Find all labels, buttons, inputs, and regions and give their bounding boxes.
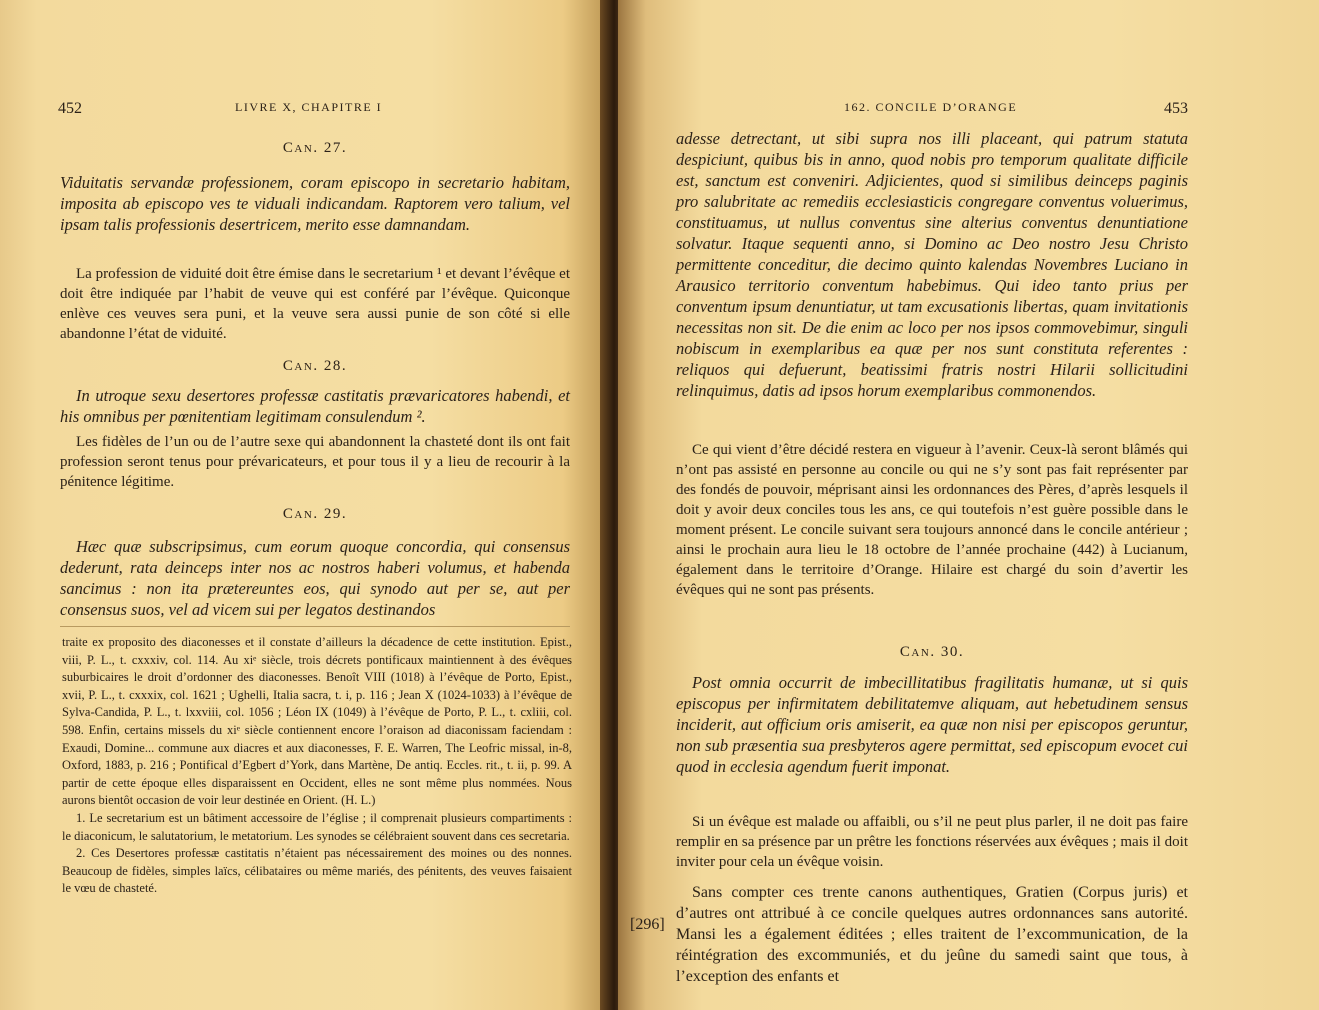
left-page <box>0 0 612 1010</box>
running-head-right: 162. CONCILE D’ORANGE <box>844 100 1018 114</box>
footnote-continuation: traite ex proposito des diaconesses et il constate d’ailleurs la décadence de cette institution. Epist., viii, P. L., t. cxxxiv, col. 114. Au xiᵉ siècle, trois décrets pontificaux maintiennent à des évêques suburbicaires le droit d’ordonner des diaconesses. Benoît VIII (1018) à l’évêque de Porto, Epist., xvii, P. L., t. cxxxix, col. 1621 ; Ughelli, Italia sacra, t. i, p. 116 ; Jean X (1024-1033) à l’évêque de Sylva-Candida, P. L., t. lxxviii, col. 1056 ; Léon IX (1049) à l’évêque de Porto, P. L., t. cxliii, col. 598. Enfin, certains missels du xiᵉ siècle contiennent encore l’oraison ad diaconissam faciendam : Exaudi, Domine... commune aux diacres et aux diaconesses, F. E. Warren, The Leofric missal, in-8, Oxford, 1883, p. 216 ; Pontifical d’Egbert d’York, dans Martène, De antiq. Eccles. rit., t. ii, p. 99. A partir de cette époque elles disparaissent en Occident, elles ne sont même plus nommées. Nous aurons bientôt occasion de voir leur destinée en Orient. (H. L.) <box>62 635 572 808</box>
running-head-left: LIVRE X, CHAPITRE I <box>235 100 383 114</box>
page-number-right: 453 <box>1164 100 1188 117</box>
canon-28-heading: Can. 28. <box>282 358 348 374</box>
canon-27-french: La profession de viduité doit être émise dans le secretarium ¹ et devant l’évêque et doit être indiquée par l’habit de veuve qui est conféré par l’évêque. Quiconque enlève ces veuves sera puni, et la veuve sera aussi punie de son côté si elle abandonne l’état de viduité. <box>60 266 570 342</box>
footnote-1: 1. Le secretarium est un bâtiment accessoire de l’église ; il comprenait plusieurs compartiments : le diaconicum, le salutatorium, le metatorium. Les synodes se célébraient souvent dans ces secretaria. <box>62 810 572 843</box>
closing-paragraph: Sans compter ces trente canons authentiques, Gratien (Corpus juris) et d’autres ont attribué à ce concile quelques autres ordonnances sans autorité. Mansi les a également éditées ; elles traitent de l’excommunication, de la réintégration des excommuniés, et du jeûne du samedi saint que tous, à l’exception des enfants et <box>676 884 1188 985</box>
canon-29-latin: Hæc quæ subscripsimus, cum eorum quoque concordia, qui consensus dederunt, rata deinceps inter nos ac nostros haberi volumus, et habenda sancimus : non ita prætereuntes eos, qui synodo aut per se, aut per consensus suos, vel ad vicem sui per legatos destinandos <box>60 537 570 619</box>
right-page <box>618 0 1319 1010</box>
footnote-2: 2. Ces Desertores professæ castitatis n’étaient pas nécessairement des moines ou des nonnes. Beaucoup de fidèles, simples laïcs, célibataires ou même mariés, des pénitents, des veuves faisaient le vœu de chasteté. <box>62 846 572 896</box>
canon-28-french: Les fidèles de l’un ou de l’autre sexe qui abandonnent la chasteté dont ils ont fait profession seront tenus pour prévaricateurs, et pour tous il y a lieu de recourir à la pénitence légitime. <box>60 434 570 490</box>
canon-27-heading: Can. 27. <box>282 140 348 156</box>
canon-30-heading: Can. 30. <box>899 644 965 660</box>
canon-28-latin: In utroque sexu desertores professæ castitatis prævaricatores habendi, et his omnibus per pœnitentiam legitimam consulendum ². <box>60 386 570 426</box>
canon-29-latin-continued: adesse detrectant, ut sibi supra nos illi placeant, qui patrum statuta despiciunt, quibus bis in anno, quod nobis pro temporum qualitate difficile est, sanctum est conveniri. Adjicientes, quod si similibus deinceps paginis pro salubritate ac remediis ecclesiasticis congregare conventus voluerimus, constituamus, ut nullus conventus sine alterius conventus denuntiatione solvatur. Itaque sequenti anno, si Domino ac Deo nostro Jesu Christo permittente conceditur, die decimo quinto kalendas Novembres Luciano in Arausico territorio conventum habebimus. Qui ideo tanto prius per conventum ipsum denuntiatur, ut tam excusationis libertas, quam invitationis necessitas non sit. De die enim ac loco per nos ipsos commovebimur, singuli nobiscum in exemplaribus ea quæ per nos sunt constituta referentes : reliquos qui defuerunt, beatissimi fratris nostri Hilarii sollicitudini relinquimus, datis ad ipsos horum exemplaribus commonendos. <box>676 129 1188 400</box>
page-number-left: 452 <box>58 100 82 117</box>
canon-30-french: Si un évêque est malade ou affaibli, ou s’il ne peut plus parler, il ne doit pas faire remplir en sa présence par un prêtre les fonctions réservées aux évêques ; mais il doit inviter pour cela un évêque voisin. <box>676 814 1188 870</box>
canon-29-heading: Can. 29. <box>282 506 348 522</box>
canon-27-latin: Viduitatis servandæ professionem, coram episcopo in secretario habitam, imposita ab episcopo ves te viduali indicandam. Raptorem vero talium, vel ipsam talis professionis desertricem, merito esse damnandam. <box>60 173 570 234</box>
canon-29-french: Ce qui vient d’être décidé restera en vigueur à l’avenir. Ceux-là seront blâmés qui n’ont pas assisté en personne au concile ou qui ne s’y sont pas fait représenter par des fondés de pouvoir, méprisant ainsi les ordonnances des Pères, d’après lesquels il doit y avoir deux conciles tous les ans, ce qui toutefois n’est guère possible dans le moment présent. Le concile suivant sera toujours annoncé dans le concile antérieur ; ainsi le prochain aura lieu le 18 octobre de l’année prochaine (442) à Lucianum, également dans le territoire d’Orange. Hilaire est chargé du soin d’avertir les évêques qui ne sont pas présents. <box>676 442 1188 598</box>
canon-30-latin: Post omnia occurrit de imbecillitatibus fragilitatis humanæ, ut si quis episcopus per infirmitatem debilitatemve aliquam, aut hebetudinem sensus inciderit, aut officium oris amiserit, ea quæ non nisi per episcopos geruntur, non sub præsentia sua presbyteros agere permittat, sed episcopum evocet cui quod in ecclesia agendum fuerit imponat. <box>676 673 1188 776</box>
margin-page-reference: [296] <box>630 916 665 933</box>
footnotes <box>62 634 572 898</box>
footnote-rule <box>60 626 570 627</box>
